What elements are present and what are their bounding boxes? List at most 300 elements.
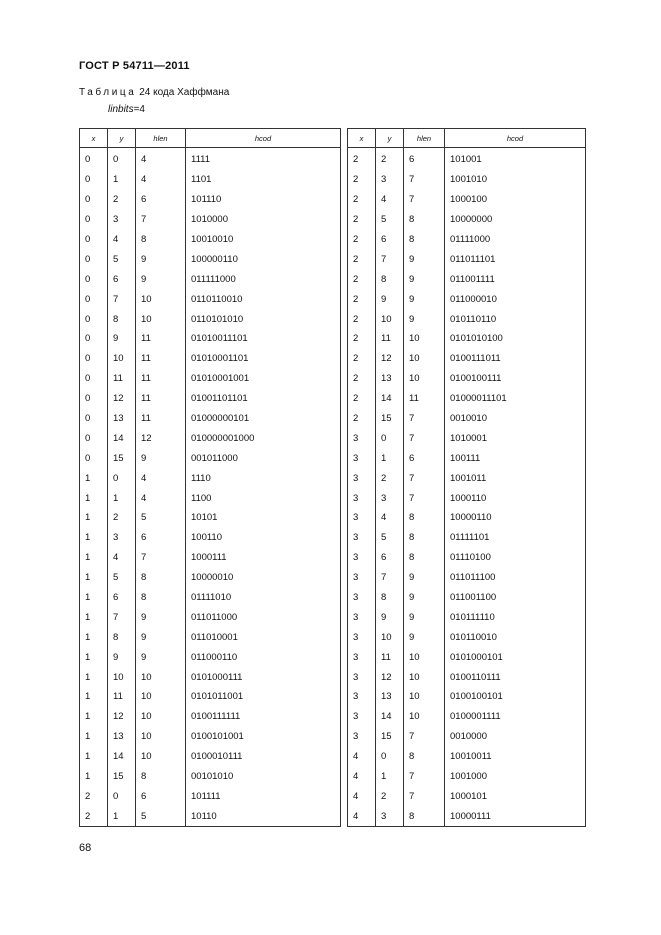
cell-hcod: 100000110	[186, 249, 341, 269]
cell-y: 11	[376, 329, 404, 349]
cell-hlen: 11	[136, 409, 186, 429]
cell-y: 13	[108, 409, 136, 429]
cell-y: 10	[108, 667, 136, 687]
cell-y: 9	[108, 647, 136, 667]
cell-x: 0	[80, 289, 108, 309]
cell-x: 0	[80, 190, 108, 210]
table-row	[348, 767, 586, 787]
cell-hcod: 1010000	[186, 210, 341, 230]
cell-y: 9	[376, 289, 404, 309]
huffman-table-left	[79, 128, 341, 827]
column-header-hcod: hcod	[445, 129, 586, 148]
table-row	[348, 627, 586, 647]
table-row	[348, 190, 586, 210]
cell-hlen: 9	[404, 289, 445, 309]
cell-y: 2	[376, 148, 404, 170]
cell-hlen: 8	[136, 588, 186, 608]
cell-hcod: 0110110010	[186, 289, 341, 309]
cell-hcod: 01000011101	[445, 389, 586, 409]
cell-hlen: 9	[404, 249, 445, 269]
cell-x: 0	[80, 230, 108, 250]
cell-y: 10	[376, 309, 404, 329]
cell-y: 14	[108, 747, 136, 767]
table-row	[80, 448, 341, 468]
cell-y: 11	[376, 647, 404, 667]
cell-x: 3	[348, 568, 376, 588]
cell-hcod: 1001011	[445, 468, 586, 488]
cell-hcod: 0100100111	[445, 369, 586, 389]
cell-hcod: 1110	[186, 468, 341, 488]
table-row	[348, 488, 586, 508]
cell-hlen: 10	[136, 727, 186, 747]
cell-hcod: 00101010	[186, 767, 341, 787]
cell-hcod: 01111010	[186, 588, 341, 608]
table-row	[348, 428, 586, 448]
cell-hlen: 7	[136, 548, 186, 568]
cell-y: 12	[376, 349, 404, 369]
caption-title: 24 кода Хаффмана	[136, 87, 230, 98]
table-row	[80, 787, 341, 807]
table-row	[80, 289, 341, 309]
table-row	[348, 647, 586, 667]
cell-hlen: 4	[136, 170, 186, 190]
table-row	[80, 170, 341, 190]
cell-hcod: 010110110	[445, 309, 586, 329]
cell-hcod: 10000110	[445, 508, 586, 528]
cell-hlen: 9	[404, 627, 445, 647]
cell-hcod: 1000110	[445, 488, 586, 508]
cell-y: 1	[108, 488, 136, 508]
cell-x: 2	[348, 210, 376, 230]
cell-y: 8	[376, 269, 404, 289]
cell-y: 15	[108, 448, 136, 468]
table-row	[80, 309, 341, 329]
cell-hlen: 10	[136, 747, 186, 767]
linbits-label: linbits	[108, 104, 134, 115]
cell-hlen: 9	[136, 647, 186, 667]
table-row	[348, 349, 586, 369]
cell-x: 0	[80, 349, 108, 369]
cell-y: 5	[108, 568, 136, 588]
table-row	[348, 707, 586, 727]
table-row	[348, 607, 586, 627]
cell-x: 2	[348, 170, 376, 190]
cell-x: 2	[348, 230, 376, 250]
cell-x: 1	[80, 488, 108, 508]
cell-x: 1	[80, 588, 108, 608]
cell-hcod: 01111101	[445, 528, 586, 548]
table-row	[348, 687, 586, 707]
cell-hcod: 01111000	[445, 230, 586, 250]
cell-y: 15	[108, 767, 136, 787]
cell-y: 0	[376, 747, 404, 767]
cell-x: 3	[348, 727, 376, 747]
cell-y: 8	[376, 588, 404, 608]
cell-hlen: 6	[136, 787, 186, 807]
cell-x: 4	[348, 806, 376, 826]
cell-y: 7	[376, 249, 404, 269]
cell-x: 1	[80, 607, 108, 627]
cell-x: 1	[80, 767, 108, 787]
column-header-y: y	[376, 129, 404, 148]
cell-hcod: 100110	[186, 528, 341, 548]
column-header-hlen: hlen	[404, 129, 445, 148]
cell-y: 8	[108, 627, 136, 647]
cell-hlen: 4	[136, 488, 186, 508]
cell-hlen: 10	[404, 329, 445, 349]
cell-y: 12	[376, 667, 404, 687]
table-row	[80, 767, 341, 787]
cell-hcod: 01110100	[445, 548, 586, 568]
cell-hlen: 9	[136, 249, 186, 269]
cell-hcod: 0010000	[445, 727, 586, 747]
cell-x: 0	[80, 329, 108, 349]
cell-hlen: 7	[404, 727, 445, 747]
cell-hcod: 1000111	[186, 548, 341, 568]
cell-hcod: 10101	[186, 508, 341, 528]
table-row	[80, 409, 341, 429]
cell-y: 3	[376, 806, 404, 826]
cell-hlen: 9	[136, 448, 186, 468]
cell-x: 1	[80, 647, 108, 667]
table-row	[348, 249, 586, 269]
cell-x: 0	[80, 170, 108, 190]
cell-y: 6	[108, 269, 136, 289]
cell-x: 3	[348, 508, 376, 528]
cell-x: 2	[348, 369, 376, 389]
cell-x: 1	[80, 667, 108, 687]
cell-hlen: 6	[404, 148, 445, 170]
cell-hcod: 1100	[186, 488, 341, 508]
cell-hlen: 8	[404, 230, 445, 250]
table-row	[80, 210, 341, 230]
cell-y: 7	[108, 607, 136, 627]
cell-x: 3	[348, 687, 376, 707]
cell-hcod: 101111	[186, 787, 341, 807]
cell-y: 4	[108, 230, 136, 250]
table-row	[348, 468, 586, 488]
cell-x: 2	[348, 269, 376, 289]
cell-x: 3	[348, 667, 376, 687]
linbits-note	[108, 104, 145, 115]
cell-hlen: 8	[404, 210, 445, 230]
cell-x: 3	[348, 488, 376, 508]
cell-hlen: 5	[136, 806, 186, 826]
cell-hlen: 11	[136, 349, 186, 369]
cell-hcod: 1001000	[445, 767, 586, 787]
cell-x: 2	[348, 349, 376, 369]
cell-y: 13	[376, 369, 404, 389]
cell-y: 0	[376, 428, 404, 448]
cell-y: 8	[108, 309, 136, 329]
cell-y: 13	[376, 687, 404, 707]
cell-hlen: 10	[404, 369, 445, 389]
cell-hcod: 01010001101	[186, 349, 341, 369]
cell-hlen: 4	[136, 468, 186, 488]
cell-hcod: 101110	[186, 190, 341, 210]
cell-x: 3	[348, 528, 376, 548]
cell-x: 0	[80, 448, 108, 468]
cell-hlen: 10	[404, 647, 445, 667]
cell-hcod: 01010011101	[186, 329, 341, 349]
cell-y: 14	[376, 707, 404, 727]
cell-hlen: 12	[136, 428, 186, 448]
cell-hlen: 10	[136, 309, 186, 329]
table-row	[348, 588, 586, 608]
cell-hlen: 9	[404, 568, 445, 588]
cell-hcod: 1111	[186, 148, 341, 170]
cell-x: 2	[80, 787, 108, 807]
cell-hcod: 0101010100	[445, 329, 586, 349]
cell-y: 14	[376, 389, 404, 409]
cell-hcod: 10000000	[445, 210, 586, 230]
cell-x: 0	[80, 369, 108, 389]
cell-hlen: 9	[404, 607, 445, 627]
cell-x: 1	[80, 747, 108, 767]
huffman-table-right	[347, 128, 586, 827]
cell-hcod: 011011100	[445, 568, 586, 588]
cell-y: 10	[376, 627, 404, 647]
linbits-value: =4	[133, 104, 145, 115]
table-row	[348, 289, 586, 309]
cell-hlen: 8	[136, 568, 186, 588]
cell-y: 2	[108, 190, 136, 210]
table-row	[348, 727, 586, 747]
cell-y: 7	[376, 568, 404, 588]
table-row	[80, 647, 341, 667]
cell-x: 4	[348, 747, 376, 767]
column-header-hcod: hcod	[186, 129, 341, 148]
table-row	[348, 806, 586, 826]
table-row	[80, 588, 341, 608]
cell-y: 3	[108, 528, 136, 548]
table-row	[80, 806, 341, 826]
cell-y: 15	[376, 727, 404, 747]
table-row	[80, 369, 341, 389]
cell-hlen: 7	[404, 409, 445, 429]
cell-hcod: 1001010	[445, 170, 586, 190]
table-row	[348, 309, 586, 329]
cell-hcod: 10010010	[186, 230, 341, 250]
table-header-row	[348, 129, 586, 148]
cell-y: 14	[108, 428, 136, 448]
cell-hlen: 10	[136, 667, 186, 687]
cell-hlen: 9	[404, 269, 445, 289]
cell-x: 2	[348, 249, 376, 269]
table-caption	[79, 87, 229, 98]
cell-x: 2	[348, 289, 376, 309]
cell-hlen: 8	[404, 747, 445, 767]
cell-x: 1	[80, 707, 108, 727]
cell-hcod: 010000001000	[186, 428, 341, 448]
table-row	[348, 448, 586, 468]
cell-x: 2	[348, 309, 376, 329]
cell-x: 1	[80, 568, 108, 588]
cell-y: 3	[108, 210, 136, 230]
cell-y: 11	[108, 369, 136, 389]
cell-hcod: 0110101010	[186, 309, 341, 329]
table-row	[80, 607, 341, 627]
table-row	[348, 568, 586, 588]
cell-hlen: 9	[404, 309, 445, 329]
cell-y: 7	[108, 289, 136, 309]
cell-x: 3	[348, 548, 376, 568]
cell-hcod: 010111110	[445, 607, 586, 627]
cell-hlen: 8	[404, 806, 445, 826]
cell-x: 3	[348, 588, 376, 608]
table-row	[80, 329, 341, 349]
table-row	[80, 488, 341, 508]
cell-hlen: 6	[136, 528, 186, 548]
cell-y: 4	[376, 190, 404, 210]
cell-hcod: 0100010111	[186, 747, 341, 767]
cell-y: 5	[108, 249, 136, 269]
table-row	[80, 667, 341, 687]
cell-hlen: 4	[136, 148, 186, 170]
cell-x: 4	[348, 787, 376, 807]
cell-x: 1	[80, 627, 108, 647]
cell-hlen: 10	[404, 687, 445, 707]
cell-hcod: 100111	[445, 448, 586, 468]
cell-hlen: 9	[136, 607, 186, 627]
cell-y: 1	[376, 448, 404, 468]
cell-y: 0	[108, 787, 136, 807]
table-row	[348, 210, 586, 230]
cell-x: 1	[80, 687, 108, 707]
table-row	[348, 528, 586, 548]
column-header-y: y	[108, 129, 136, 148]
table-row	[80, 687, 341, 707]
table-row	[348, 787, 586, 807]
cell-hcod: 1000100	[445, 190, 586, 210]
cell-hcod: 1000101	[445, 787, 586, 807]
table-row	[80, 727, 341, 747]
cell-y: 5	[376, 210, 404, 230]
table-row	[80, 508, 341, 528]
cell-y: 12	[108, 707, 136, 727]
column-header-hlen: hlen	[136, 129, 186, 148]
table-row	[80, 269, 341, 289]
cell-hlen: 11	[136, 389, 186, 409]
cell-x: 4	[348, 767, 376, 787]
cell-hlen: 11	[136, 369, 186, 389]
cell-y: 6	[376, 230, 404, 250]
cell-hlen: 6	[404, 448, 445, 468]
table-row	[80, 389, 341, 409]
cell-hlen: 11	[136, 329, 186, 349]
cell-x: 3	[348, 448, 376, 468]
cell-y: 4	[108, 548, 136, 568]
cell-y: 9	[108, 329, 136, 349]
cell-hcod: 011011101	[445, 249, 586, 269]
cell-y: 6	[376, 548, 404, 568]
table-row	[80, 568, 341, 588]
caption-table-word: Таблица	[79, 87, 137, 98]
table-row	[80, 707, 341, 727]
cell-hlen: 9	[404, 588, 445, 608]
table-row	[80, 249, 341, 269]
table-row	[80, 428, 341, 448]
table-row	[80, 548, 341, 568]
cell-hcod: 011000010	[445, 289, 586, 309]
cell-hcod: 0101000111	[186, 667, 341, 687]
cell-x: 3	[348, 468, 376, 488]
cell-hcod: 0101000101	[445, 647, 586, 667]
cell-x: 1	[80, 528, 108, 548]
cell-hcod: 10010011	[445, 747, 586, 767]
cell-x: 0	[80, 249, 108, 269]
cell-hlen: 7	[404, 170, 445, 190]
cell-hlen: 9	[136, 269, 186, 289]
table-row	[348, 269, 586, 289]
table-row	[348, 329, 586, 349]
cell-x: 2	[348, 190, 376, 210]
cell-y: 6	[108, 588, 136, 608]
cell-x: 0	[80, 409, 108, 429]
cell-y: 10	[108, 349, 136, 369]
cell-hcod: 0100001111	[445, 707, 586, 727]
cell-hlen: 7	[404, 787, 445, 807]
cell-hcod: 1101	[186, 170, 341, 190]
cell-hcod: 0100111111	[186, 707, 341, 727]
table-row	[80, 230, 341, 250]
cell-y: 4	[376, 508, 404, 528]
cell-hlen: 7	[404, 767, 445, 787]
cell-hlen: 8	[404, 548, 445, 568]
cell-hcod: 011010001	[186, 627, 341, 647]
cell-hlen: 6	[136, 190, 186, 210]
table-row	[348, 148, 586, 170]
standard-header: ГОСТ Р 54711—2011	[79, 60, 190, 72]
cell-x: 2	[80, 806, 108, 826]
cell-hcod: 0101011001	[186, 687, 341, 707]
column-header-x: x	[80, 129, 108, 148]
cell-x: 0	[80, 269, 108, 289]
cell-x: 3	[348, 607, 376, 627]
cell-hlen: 7	[404, 428, 445, 448]
table-header-row	[80, 129, 341, 148]
cell-hcod: 1010001	[445, 428, 586, 448]
cell-hcod: 0100101001	[186, 727, 341, 747]
cell-x: 1	[80, 468, 108, 488]
cell-hcod: 01000000101	[186, 409, 341, 429]
cell-hcod: 011001111	[445, 269, 586, 289]
cell-y: 9	[376, 607, 404, 627]
cell-y: 5	[376, 528, 404, 548]
cell-hcod: 01001101101	[186, 389, 341, 409]
cell-x: 2	[348, 148, 376, 170]
cell-hlen: 10	[136, 289, 186, 309]
cell-y: 11	[108, 687, 136, 707]
cell-hlen: 10	[136, 707, 186, 727]
cell-y: 1	[108, 170, 136, 190]
cell-x: 1	[80, 727, 108, 747]
table-row	[80, 349, 341, 369]
cell-hcod: 011000110	[186, 647, 341, 667]
table-row	[348, 508, 586, 528]
table-row	[348, 170, 586, 190]
table-row	[348, 409, 586, 429]
cell-hlen: 10	[404, 667, 445, 687]
cell-y: 3	[376, 488, 404, 508]
cell-x: 2	[348, 329, 376, 349]
table-row	[348, 369, 586, 389]
cell-y: 3	[376, 170, 404, 190]
cell-hlen: 8	[404, 508, 445, 528]
cell-y: 2	[376, 468, 404, 488]
cell-y: 2	[108, 508, 136, 528]
cell-hlen: 8	[136, 767, 186, 787]
